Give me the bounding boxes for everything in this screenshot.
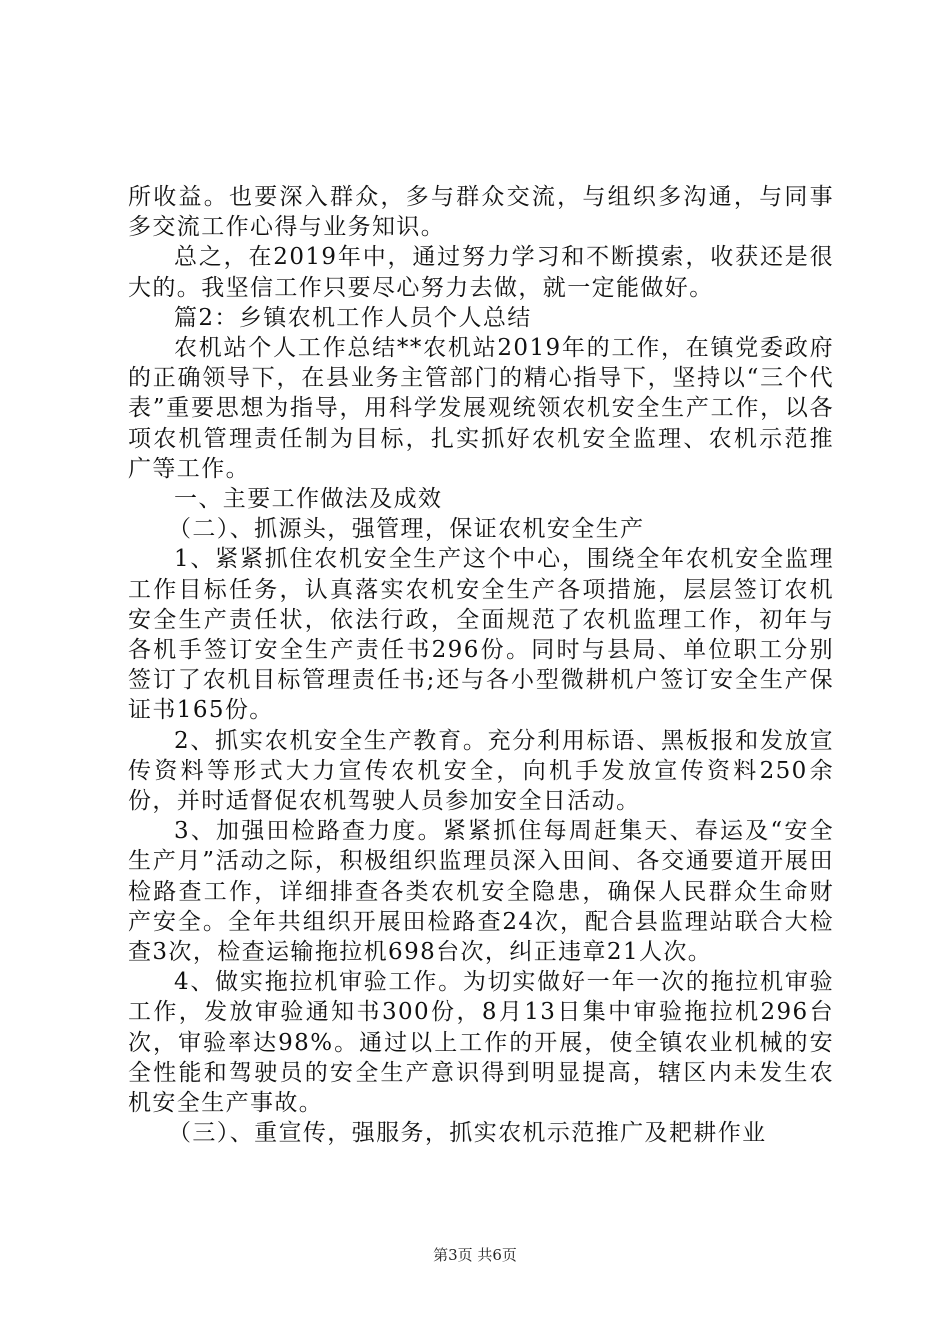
paragraph-conclusion: 总之，在2019年中，通过努力学习和不断摸索，收获还是很大的。我坚信工作只要尽心努力去做，就一定能做好。 [128, 244, 834, 301]
paragraph-item-4: 4、做实拖拉机审验工作。为切实做好一年一次的拖拉机审验工作，发放审验通知书300份，8月13日集中审验拖拉机296台次，审验率达98%。通过以上工作的开展，使全镇农业机械的安全性能和驾驶员的安全生产意识得到明显提高，辖区内未发生农机安全生产事故。 [128, 969, 834, 1117]
paragraph-intro: 农机站个人工作总结**农机站2019年的工作，在镇党委政府的正确领导下，在县业务主管部门的精心指导下，坚持以“三个代表”重要思想为指导，用科学发展观统领农机安全生产工作，以各项农机管理责任制为目标，扎实抓好农机安全监理、农机示范推广等工作。 [128, 335, 834, 482]
heading-main-work: 一、主要工作做法及成效 [174, 486, 443, 513]
document-body [128, 182, 834, 1149]
page-number-footer: 第3页 共6页 [433, 1246, 517, 1264]
section-title-part2: 篇2：乡镇农机工作人员个人总结 [174, 304, 532, 331]
heading-subsection-2: （二）、抓源头，强管理，保证农机安全生产 [168, 516, 645, 543]
paragraph-item-2: 2、抓实农机安全生产教育。充分利用标语、黑板报和发放宣传资料等形式大力宣传农机安全，向机手发放宣传资料250余份，并时适督促农机驾驶人员参加安全日活动。 [128, 727, 834, 815]
paragraph-continuation: 所收益。也要深入群众，多与群众交流，与组织多沟通，与同事多交流工作心得与业务知识。 [128, 184, 834, 241]
paragraph-item-1: 1、紧紧抓住农机安全生产这个中心，围绕全年农机安全监理工作目标任务，认真落实农机安全生产各项措施，层层签订农机安全生产责任状，依法行政，全面规范了农机监理工作，初年与各机手签订安全生产责任书296份。同时与县局、单位职工分别签订了农机目标管理责任书;还与各小型微耕机户签订安全生产保证书165份。 [128, 546, 834, 724]
paragraph-item-3: 3、加强田检路查力度。紧紧抓住每周赶集天、春运及“安全生产月”活动之际，积极组织监理员深入田间、各交通要道开展田检路查工作，详细排查各类农机安全隐患，确保人民群众生命财产安全。全年共组织开展田检路查24次，配合县监理站联合大检查3次，检查运输拖拉机698台次，纠正违章21人次。 [128, 818, 834, 966]
heading-subsection-3: （三）、重宣传，强服务，抓实农机示范推广及耙耕作业 [168, 1120, 767, 1147]
